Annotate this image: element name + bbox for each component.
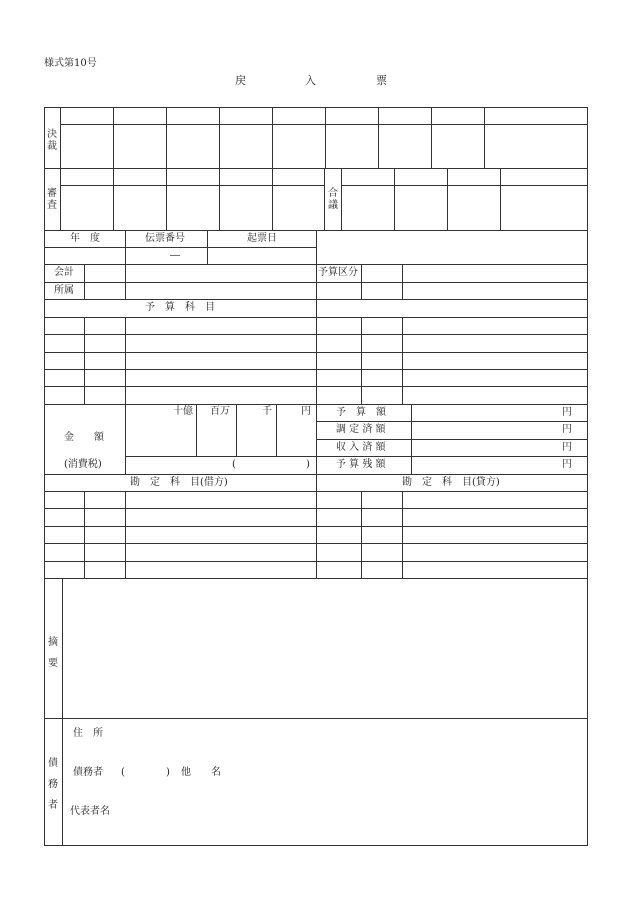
summary-label: 摘要 [48, 637, 58, 669]
digit-billion: 十億 [173, 406, 193, 417]
tax-label: (消費税) [64, 459, 102, 470]
kessai-label: 決裁 [47, 129, 57, 152]
digit-thousand: 千 [262, 406, 272, 417]
slip-number-label: 伝票番号 [145, 233, 185, 244]
assessed-amount-unit: 円 [562, 424, 572, 435]
received-amount-label: 収 入 済 額 [336, 442, 386, 453]
credit-account-header: 勘 定 科 目(貸方) [402, 477, 500, 488]
issue-date-label: 起票日 [247, 233, 277, 244]
tax-paren-open: ( [232, 459, 236, 470]
received-amount-unit: 円 [562, 442, 572, 453]
slip-number-separator: ― [170, 250, 180, 261]
budget-amount-unit: 円 [562, 407, 572, 418]
tax-paren-close: ) [306, 459, 310, 470]
debtor-line-label: 債務者 [73, 767, 103, 778]
debtor-others-label: 他 [181, 767, 191, 778]
title-char-2: 入 [305, 74, 316, 87]
form-number: 様式第10号 [44, 58, 97, 69]
amount-label: 金 額 [64, 432, 104, 443]
title-char-3: 票 [376, 74, 387, 87]
address-label: 住 所 [73, 728, 103, 739]
debtor-name-label: 名 [211, 767, 221, 778]
budget-amount-label: 予 算 額 [336, 407, 386, 418]
debit-account-header: 勘 定 科 目(借方) [130, 477, 228, 488]
debtor-label: 債務者 [48, 758, 58, 811]
budget-item-header: 予 算 科 目 [145, 302, 215, 313]
account-label: 会計 [54, 267, 74, 278]
budget-class-label: 予算区分 [318, 267, 358, 278]
remaining-budget-unit: 円 [562, 459, 572, 470]
title-char-1: 戻 [235, 74, 246, 87]
assessed-amount-label: 調 定 済 額 [336, 424, 386, 435]
department-label: 所属 [54, 285, 74, 296]
aigi-label: 合議 [328, 188, 338, 211]
digit-yen: 円 [301, 406, 311, 417]
debtor-paren-open: ( [121, 767, 125, 778]
year-label: 年 度 [70, 233, 100, 244]
digit-million: 百万 [210, 406, 230, 417]
shinsa-label: 審査 [47, 188, 57, 211]
representative-name-label: 代表者名 [70, 806, 110, 817]
debtor-paren-close: ) [166, 767, 170, 778]
remaining-budget-label: 予 算 残 額 [336, 459, 386, 470]
